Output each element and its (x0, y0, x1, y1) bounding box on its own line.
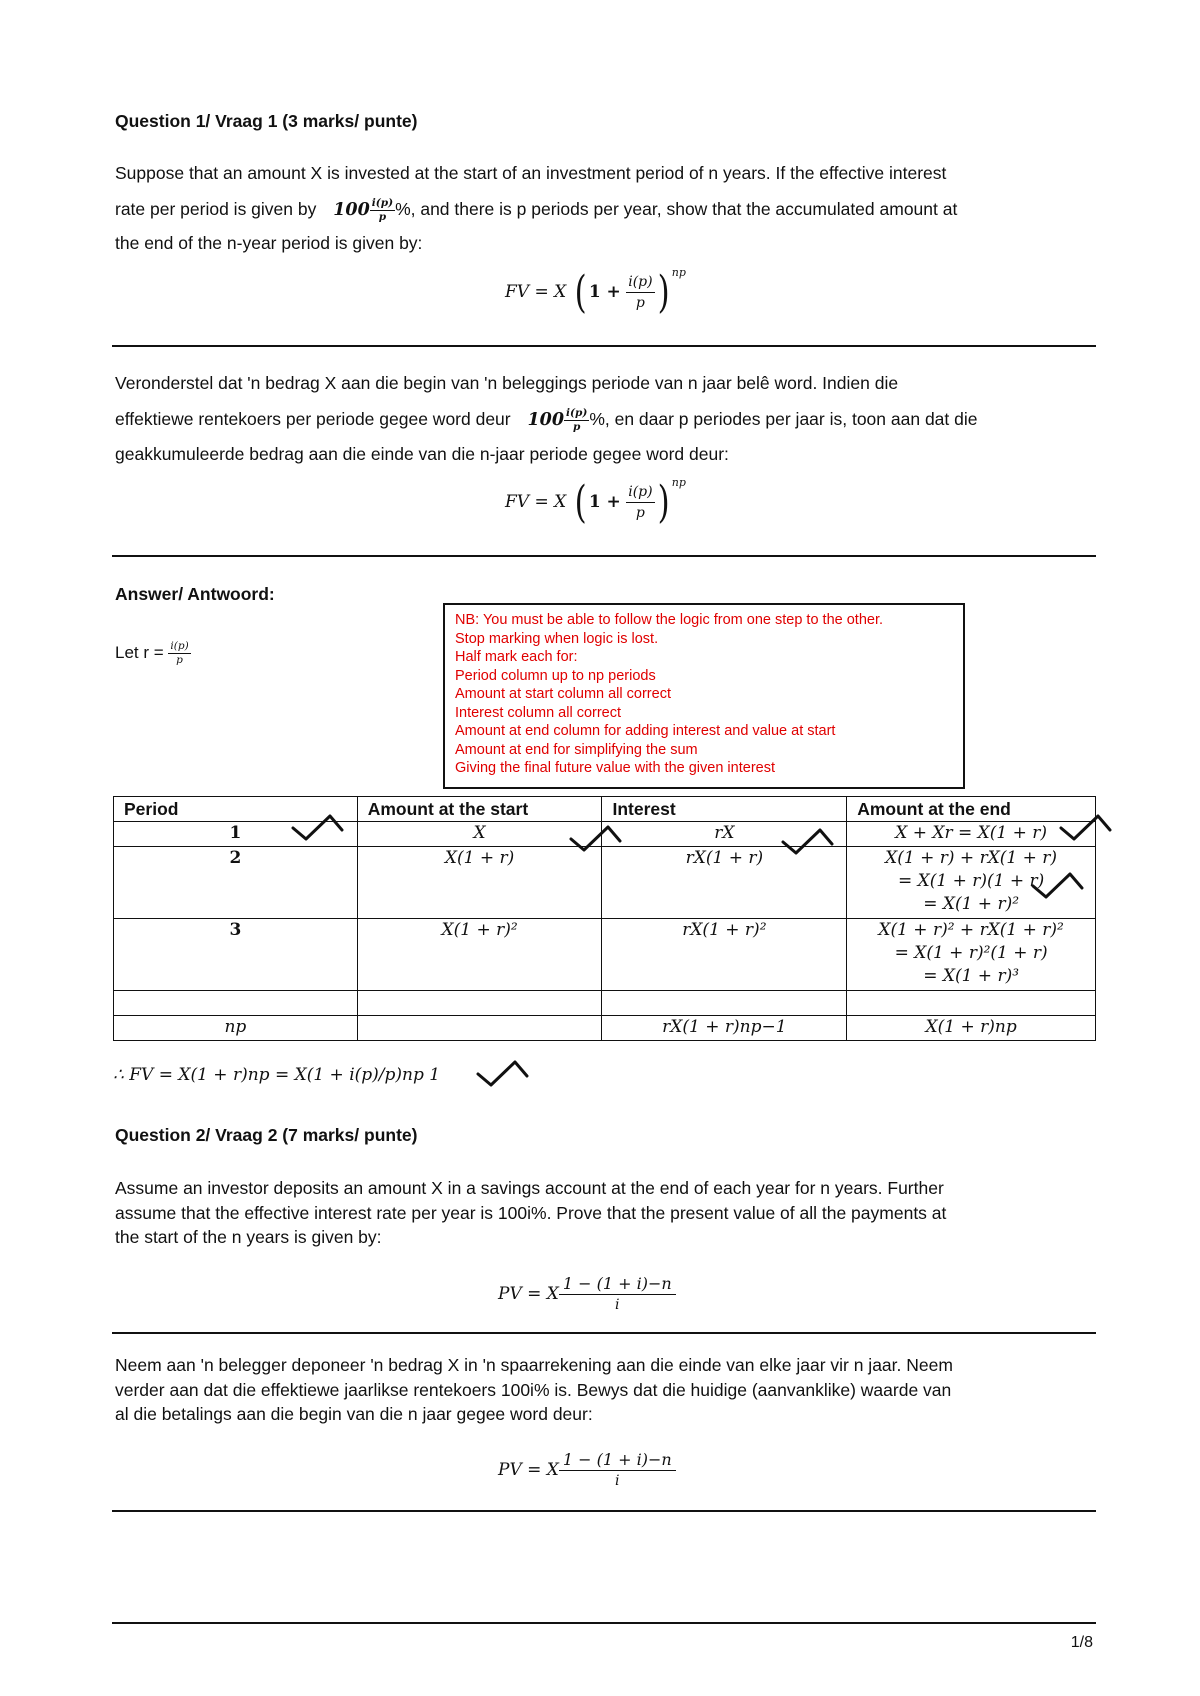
q1-en-line2 (115, 196, 957, 224)
q1-en-line2b: %, and there is p periods per year, show that the accumulated amount at (395, 199, 958, 219)
marking-note: Interest column all correct (455, 704, 622, 721)
q1-af-line3: geakkumuleerde bedrag aan die einde van die n-jaar periode gegee word deur: (115, 444, 729, 464)
page-number: 1/8 (1070, 1634, 1093, 1651)
table-header: Interest (602, 797, 847, 822)
table-cell: X(1 + r)² (357, 919, 602, 991)
checkmark-icon (475, 1058, 531, 1090)
table-header: Amount at the start (357, 797, 602, 822)
q1-af-line2 (115, 406, 977, 434)
q1-heading: Question 1/ Vraag 1 (3 marks/ punte) (115, 111, 418, 131)
q1-af-line2a: effektiewe rentekoers per periode gegee word deur (115, 409, 511, 429)
table-cell: rX(1 + r)np−1 (602, 1016, 847, 1041)
q2-en-line2: assume that the effective interest rate per year is 100i%. Prove that the present value of all the payments at (115, 1203, 947, 1223)
table-cell (357, 991, 602, 1016)
q2-en-line3: the start of the n years is given by: (115, 1227, 382, 1247)
marking-notes-box (443, 603, 965, 789)
checkmark-icon (1058, 812, 1114, 844)
marking-note: NB: You must be able to follow the logic from one step to the other. (455, 612, 884, 628)
q2-formula-en: PV = X $\frac{1 - (1 + i)-n}{i}$ (498, 1274, 676, 1315)
table-row (114, 847, 1096, 919)
table-header: Period (114, 797, 358, 822)
table-cell: X(1 + r)² + rX(1 + r)² = X(1 + r)²(1 + r) = X(1 + r)³ (847, 919, 1096, 991)
table-cell: X (357, 822, 602, 847)
q1-af-line1: Veronderstel dat 'n bedrag X aan die begin van 'n beleggings periode van n jaar belê word. Indien die (115, 373, 899, 393)
table-cell (114, 991, 358, 1016)
q1-en-line3: the end of the n-year period is given by: (115, 233, 423, 253)
table-cell: 3 (114, 919, 358, 991)
let-r-definition: Let r = $\frac{i(p)}{p}$ (115, 640, 189, 666)
checkmark-icon (780, 826, 836, 856)
answer-heading: Answer/ Antwoord: (115, 584, 275, 604)
q1-en-line1: Suppose that an amount X is invested at the start of an investment period of n years. If the effective interest (115, 163, 947, 183)
q1-formula-en: FV = X ( 1 + $\frac{i(p)}{p}$ ) $^{np}$ (505, 266, 686, 318)
table-cell (602, 991, 847, 1016)
q2-af-line2: verder aan dat die effektiewe jaarlikse rentekoers 100i% is. Bewys dat die huidige (aanvanklike) waarde van (115, 1380, 952, 1400)
q1-en-line2a: rate per period is given by (115, 199, 317, 219)
table-row (114, 1016, 1096, 1041)
final-fv-expression: ∴ FV = X(1 + r)np = X(1 + i(p)/p)np 1 (113, 1065, 441, 1085)
table-cell (847, 991, 1096, 1016)
table-cell: 2 (114, 847, 358, 919)
q2-en-line1: Assume an investor deposits an amount X in a savings account at the end of each year for n years. Further (115, 1178, 944, 1198)
table-header-row (114, 797, 1096, 822)
q1-en-rate-frac: $\frac{i(p)}{p}$ (371, 196, 394, 223)
q1-af-rate-coef: 100 (527, 410, 565, 430)
divider (112, 345, 1096, 347)
table-cell: X(1 + r) + rX(1 + r) = X(1 + r)(1 + r) = X(1 + r)² (847, 847, 1096, 919)
table-cell: X(1 + r) (357, 847, 602, 919)
table-cell: rX(1 + r)² (602, 919, 847, 991)
footer-divider (112, 1622, 1096, 1624)
marking-note: Period column up to np periods (455, 667, 656, 684)
q1-af-rate-frac: $\frac{i(p)}{p}$ (566, 406, 588, 433)
marking-note: Amount at end column for adding interest and value at start (455, 723, 836, 739)
divider (112, 1510, 1096, 1512)
table-row (114, 991, 1096, 1016)
q1-en-rate-coef: 100 (333, 200, 370, 220)
marking-note: Stop marking when logic is lost. (455, 630, 659, 647)
table-cell (357, 1016, 602, 1041)
table-header: Amount at the end (847, 797, 1096, 822)
table-cell: rX(1 + r) (602, 847, 847, 919)
divider (112, 1332, 1096, 1334)
table-cell: 1 (114, 822, 358, 847)
table-cell: np (114, 1016, 358, 1041)
q2-heading: Question 2/ Vraag 2 (7 marks/ punte) (115, 1125, 418, 1145)
divider (112, 555, 1096, 557)
checkmark-icon (1030, 870, 1086, 902)
checkmark-icon (568, 823, 624, 853)
marking-note: Giving the final future value with the given interest (455, 760, 775, 776)
checkmark-icon (290, 812, 346, 842)
q1-af-line2b: %, en daar p periodes per jaar is, toon aan dat die (589, 409, 978, 429)
table-cell: X + Xr = X(1 + r) (847, 822, 1096, 847)
table-cell: X(1 + r)np (847, 1016, 1096, 1041)
table-row (114, 919, 1096, 991)
q1-formula-af: FV = X ( 1 + $\frac{i(p)}{p}$ ) $^{np}$ (505, 476, 686, 528)
marking-note: Half mark each for: (455, 649, 578, 665)
q2-formula-af: PV = X $\frac{1 - (1 + i)-n}{i}$ (498, 1450, 676, 1491)
q2-af-line3: al die betalings aan die begin van die n jaar gegee word deur: (115, 1404, 593, 1424)
q2-af-line1: Neem aan 'n belegger deponeer 'n bedrag X in 'n spaarrekening aan die einde van elke jaar vir n jaar. Neem (115, 1355, 953, 1375)
table-cell: rX (602, 822, 847, 847)
marking-note: Amount at end for simplifying the sum (455, 741, 698, 758)
marking-note: Amount at start column all correct (455, 686, 671, 702)
